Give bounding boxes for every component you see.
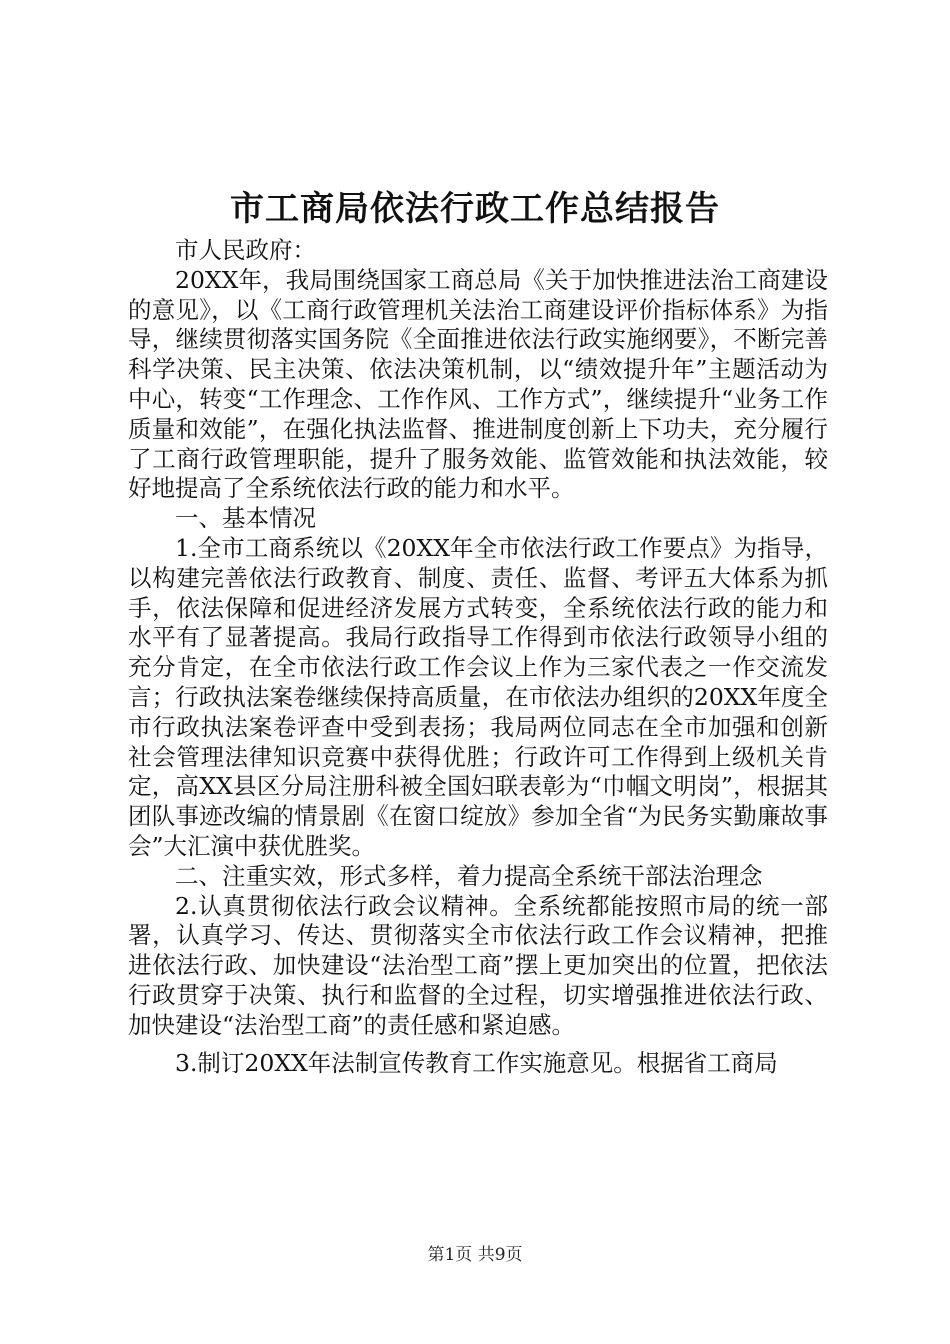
paragraph-2: 2.认真贯彻依法行政会议精神。全系统都能按照市局的统一部署，认真学习、传达、贯彻落实全市依法行政工作会议精神，把推进依法行政、加快建设“法治型工商”摆上更加突出的位置，把依法行政贯穿于决策、执行和监督的全过程，切实增强推进依法行政、加快建设“法治型工商”的责任感和紧迫感。 [128,891,828,1039]
paragraph-1: 1.全市工商系统以《20XX年全市依法行政工作要点》为指导，以构建完善依法行政教育、制度、责任、监督、考评五大体系为抓手，依法保障和促进经济发展方式转变，全系统依法行政的能力和水平有了显著提高。我局行政指导工作得到市依法行政领导小组的充分肯定，在全市依法行政工作会议上作为三家代表之一作交流发言；行政执法案卷继续保持高质量，在市依法办组织的20XX年度全市行政执法案卷评查中受到表扬；我局两位同志在全市加强和创新社会管理法律知识竞赛中获得优胜；行政许可工作得到上级机关肯定，高XX县区分局注册科被全国妇联表彰为“巾帼文明岗”，根据其团队事迹改编的情景剧《在窗口绽放》参加全省“为民务实勤廉故事会”大汇演中获优胜奖。 [128,533,828,860]
document-title: 市工商局依法行政工作总结报告 [230,189,720,229]
section-heading-basic: 一、基本情况 [175,504,316,533]
page-indicator: 第1页 共9页 [427,1245,523,1265]
paragraph-3: 3.制订20XX年法制宣传教育工作实施意见。根据省工商局 [175,1048,778,1077]
page-footer [0,1244,950,1266]
paragraph-intro: 20XX年，我局围绕国家工商总局《关于加快推进法治工商建设的意见》，以《工商行政管理机关法治工商建设评价指标体系》为指导，继续贯彻落实国务院《全面推进依法行政实施纲要》，不断完善科学决策、民主决策、依法决策机制，以“绩效提升年”主题活动为中心，转变“工作理念、工作作风、工作方式”，继续提升“业务工作质量和效能”，在强化执法监督、推进制度创新上下功夫，充分履行了工商行政管理职能，提升了服务效能、监管效能和执法效能，较好地提高了全系统依法行政的能力和水平。 [128,265,828,503]
document-body [128,236,828,1078]
section-heading-two: 二、注重实效，形式多样，着力提高全系统干部法治理念 [175,861,763,890]
salutation: 市人民政府： [175,236,316,264]
